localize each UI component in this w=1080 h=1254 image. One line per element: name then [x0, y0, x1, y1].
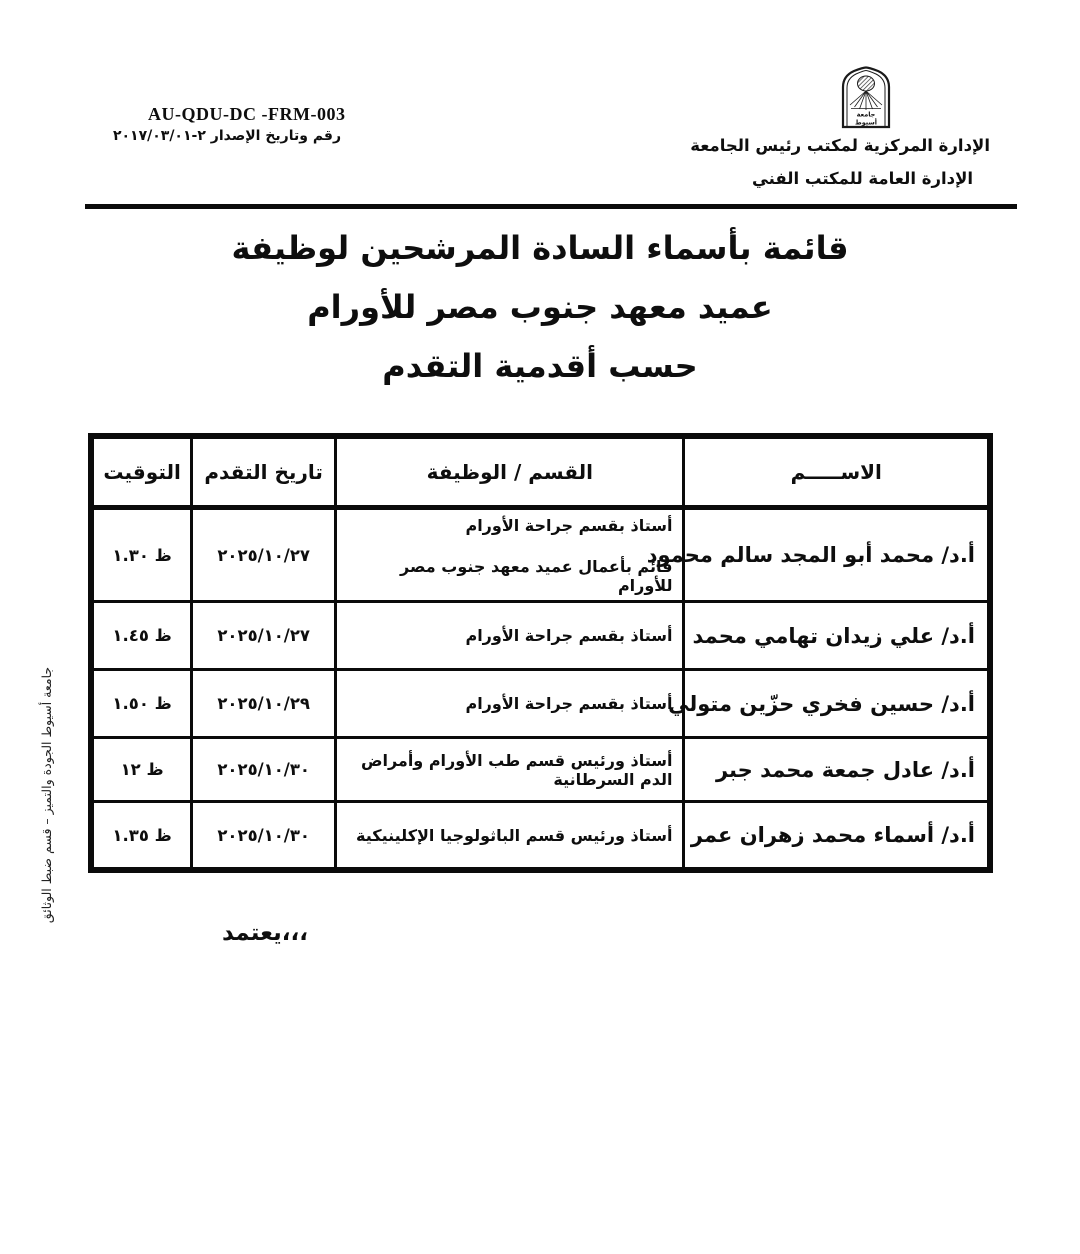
title-line-1: قائمة بأسماء السادة المرشحين لوظيفة — [231, 229, 849, 267]
issue-number-date: رقم وتاريخ الإصدار ٢-٢٠١٧/٠٣/٠١ — [112, 128, 342, 144]
application-time: ظ ١.٣٠ — [91, 508, 192, 602]
column-header-name: الاســـــم — [684, 436, 990, 508]
application-time: ظ ١.٣٥ — [91, 802, 192, 871]
form-code: AU-QDU-DC -FRM-003 — [148, 104, 346, 124]
column-header-department: القسم / الوظيفة — [336, 436, 684, 508]
application-date: ٢٠٢٥/١٠/٢٧ — [192, 508, 336, 602]
candidate-name: أ.د/ علي زيدان تهامي محمد — [684, 602, 990, 670]
candidate-name: أ.د/ عادل جمعة محمد جبر — [684, 738, 990, 802]
title-line-2: عميد معهد جنوب مصر للأورام — [307, 288, 773, 326]
issuing-administration — [690, 136, 990, 188]
position-line-1: أستاذ بقسم جراحة الأورام — [465, 515, 673, 535]
candidate-name: أ.د/ حسين فخري حزّين متولي — [684, 670, 990, 738]
university-logo-icon — [840, 66, 892, 130]
candidate-position — [336, 508, 684, 602]
candidate-position: أستاذ بقسم جراحة الأورام — [336, 602, 684, 670]
candidate-position: أستاذ ورئيس قسم الباثولوجيا الإكلينيكية — [336, 802, 684, 871]
title-line-3: حسب أقدمية التقدم — [382, 347, 698, 385]
table-row — [91, 670, 990, 738]
candidate-position: أستاذ بقسم جراحة الأورام — [336, 670, 684, 738]
logo-caption-2: أسيوط — [854, 118, 878, 127]
application-date: ٢٠٢٥/١٠/٣٠ — [192, 802, 336, 871]
table-row — [91, 802, 990, 871]
column-header-time: التوقيت — [91, 436, 192, 508]
table-row — [91, 508, 990, 602]
candidate-position: أستاذ ورئيس قسم طب الأورام وأمراض الدم السرطانية — [336, 738, 684, 802]
position-line-2: قائم بأعمال عميد معهد جنوب مصر للأورام — [400, 556, 673, 595]
application-time: ظ ١٢ — [91, 738, 192, 802]
column-header-date: تاريخ التقدم — [192, 436, 336, 508]
table-row — [91, 738, 990, 802]
candidate-name: أ.د/ محمد أبو المجد سالم محمود — [684, 508, 990, 602]
candidate-name: أ.د/ أسماء محمد زهران عمر — [684, 802, 990, 871]
application-time: ظ ١.٥٠ — [91, 670, 192, 738]
approval-signature-text: يعتمد،،، — [222, 920, 308, 946]
application-date: ٢٠٢٥/١٠/٢٧ — [192, 602, 336, 670]
table-row — [91, 602, 990, 670]
document-title — [0, 229, 1080, 409]
application-date: ٢٠٢٥/١٠/٢٩ — [192, 670, 336, 738]
header-divider — [85, 204, 1017, 209]
table-header-row — [91, 436, 990, 508]
document-control-vertical-text: جامعة أسيوط الجودة والتميز – قسم ضبط الوثائق — [39, 666, 54, 924]
central-administration-line: الإدارة المركزية لمكتب رئيس الجامعة — [690, 136, 990, 155]
candidates-table — [88, 433, 993, 873]
technical-office-line: الإدارة العامة للمكتب الفني — [751, 169, 974, 188]
application-time: ظ ١.٤٥ — [91, 602, 192, 670]
logo-caption-1: جامعة — [856, 110, 876, 119]
application-date: ٢٠٢٥/١٠/٣٠ — [192, 738, 336, 802]
